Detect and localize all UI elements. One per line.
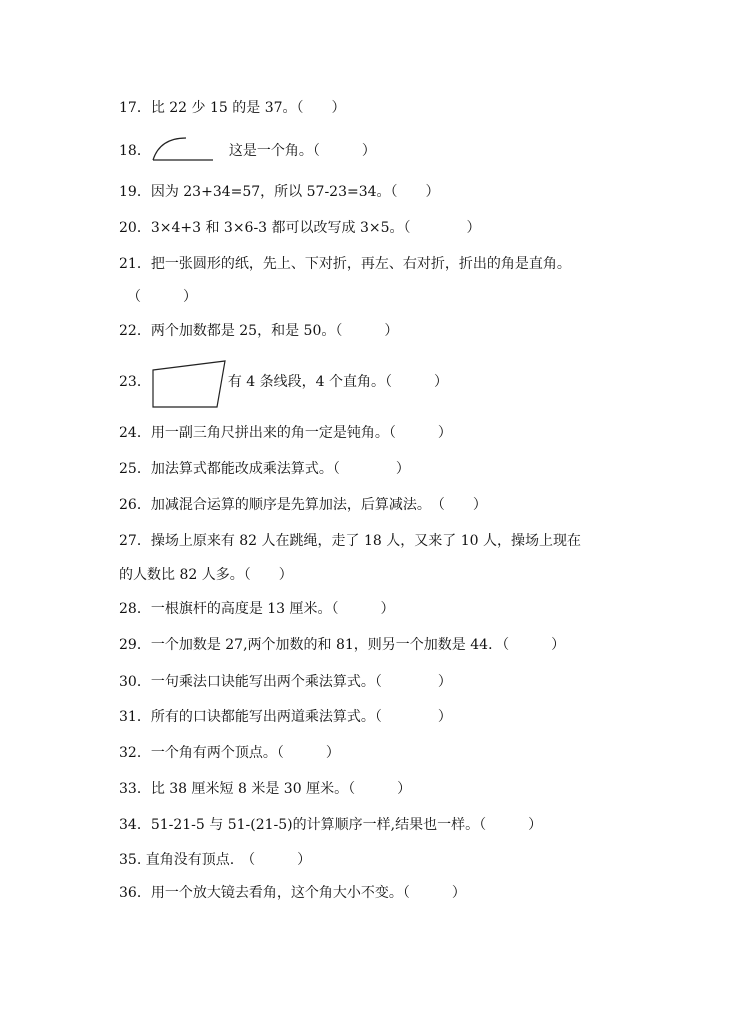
curved-angle-figure bbox=[150, 134, 216, 164]
question-prefix: ． bbox=[136, 374, 151, 390]
question-number: 25 bbox=[119, 461, 137, 477]
question-number: 29 bbox=[119, 637, 137, 653]
question-number: 20 bbox=[119, 220, 137, 236]
question-text: ．用一个放大镜去看角，这个角大小不变。（ ） bbox=[136, 885, 466, 901]
question-text: ．把一张圆形的纸，先上、下对折，再左、右对折，折出的角是直角。 bbox=[136, 256, 571, 272]
question-32 bbox=[119, 744, 340, 762]
question-prefix: ． bbox=[136, 143, 151, 159]
question-text: ．一句乘法口诀能写出两个乘法算式。（ ） bbox=[136, 674, 452, 690]
question-22 bbox=[119, 322, 398, 340]
question-text: ．两个加数都是 25，和是 50。（ ） bbox=[136, 323, 399, 339]
question-text: ．比 38 厘米短 8 米是 30 厘米。（ ） bbox=[136, 781, 412, 797]
question-27-continuation: 的人数比 82 人多。（ ） bbox=[119, 567, 293, 583]
question-21 bbox=[119, 255, 571, 273]
question-text: ．加减混合运算的顺序是先算加法，后算减法。 （ ） bbox=[136, 497, 487, 513]
question-text: ．所有的口诀都能写出两道乘法算式。（ ） bbox=[136, 709, 452, 725]
question-number: 27 bbox=[119, 533, 137, 549]
question-text: ．加法算式都能改成乘法算式。（ ） bbox=[136, 461, 410, 477]
question-30 bbox=[119, 673, 452, 691]
question-21-continuation: （ ） bbox=[127, 289, 197, 305]
question-number: 18 bbox=[119, 143, 137, 159]
question-number: 36 bbox=[119, 885, 137, 901]
question-number: 23 bbox=[119, 374, 137, 390]
question-text: 这是一个角。（ ） bbox=[228, 143, 376, 159]
question-number: 26 bbox=[119, 497, 137, 513]
question-text: ．比 22 少 15 的是 37。（ ） bbox=[136, 100, 346, 116]
quadrilateral-figure bbox=[150, 358, 230, 410]
question-36 bbox=[119, 884, 466, 902]
question-text: ．一根旗杆的高度是 13 厘米。（ ） bbox=[136, 601, 395, 617]
question-number: 32 bbox=[119, 745, 137, 761]
question-number: 30 bbox=[119, 674, 137, 690]
question-number: 17 bbox=[119, 100, 137, 116]
question-25 bbox=[119, 460, 410, 478]
question-33 bbox=[119, 780, 411, 798]
question-number: 21 bbox=[119, 256, 137, 272]
question-27 bbox=[119, 532, 581, 550]
question-text: ．51-21-5 与 51-(21-5)的计算顺序一样,结果也一样。（ ） bbox=[136, 817, 543, 833]
question-31 bbox=[119, 708, 452, 726]
question-29 bbox=[119, 636, 565, 654]
question-number: 34 bbox=[119, 817, 137, 833]
question-text: ．用一副三角尺拼出来的角一定是钝角。（ ） bbox=[136, 425, 452, 441]
question-text: ．因为 23+34=57，所以 57-23=34。（ ） bbox=[136, 184, 440, 200]
question-19 bbox=[119, 183, 440, 201]
question-number: 22 bbox=[119, 323, 137, 339]
question-number: 35 bbox=[119, 852, 137, 868]
question-28 bbox=[119, 600, 395, 618]
question-34 bbox=[119, 816, 542, 834]
question-number: 19 bbox=[119, 184, 137, 200]
question-number: 28 bbox=[119, 601, 137, 617]
question-text: ．3×4+3 和 3×6-3 都可以改写成 3×5。（ ） bbox=[136, 220, 481, 236]
question-35 bbox=[119, 851, 311, 869]
question-24 bbox=[119, 424, 452, 442]
question-text: ．操场上原来有 82 人在跳绳，走了 18 人，又来了 10 人，操场上现在 bbox=[136, 533, 581, 549]
question-number: 31 bbox=[119, 709, 137, 725]
question-20 bbox=[119, 219, 481, 237]
question-number: 33 bbox=[119, 781, 137, 797]
question-text: ．一个角有两个顶点。（ ） bbox=[136, 745, 340, 761]
question-17 bbox=[119, 99, 346, 117]
question-text: 有 4 条线段，4 个直角。（ ） bbox=[227, 374, 448, 390]
question-number: 24 bbox=[119, 425, 137, 441]
question-26 bbox=[119, 496, 487, 514]
question-text: . 直角没有顶点. （ ） bbox=[136, 852, 312, 868]
question-text: ．一个加数是 27,两个加数的和 81，则另一个加数是 44．（ ） bbox=[136, 637, 566, 653]
